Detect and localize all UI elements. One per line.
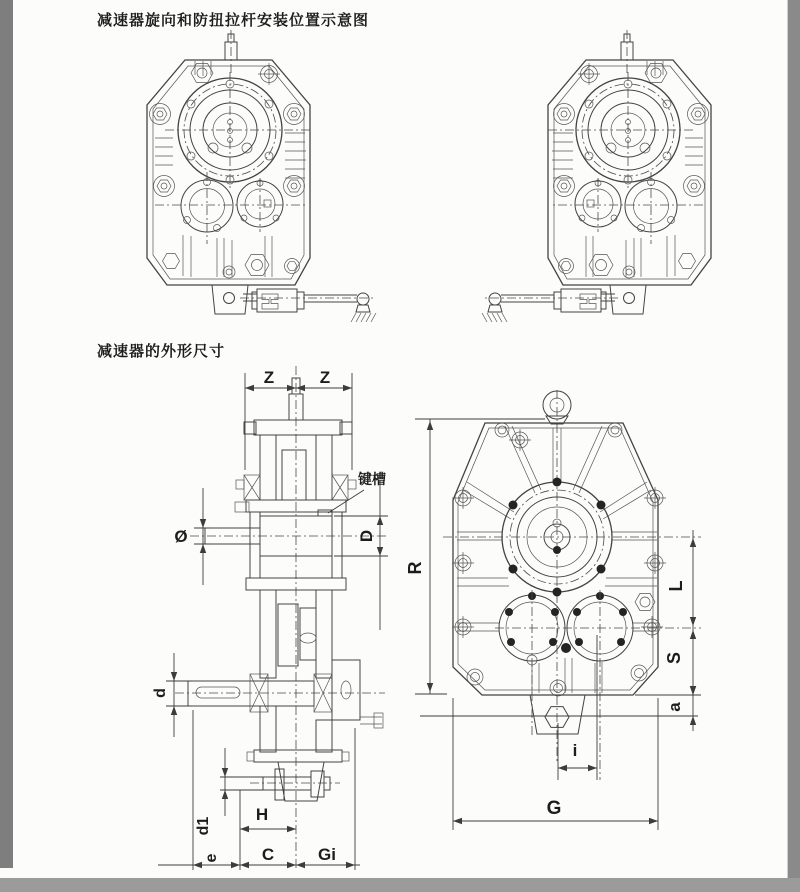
dimension-G bbox=[453, 698, 658, 830]
dim-label-C: C bbox=[261, 845, 275, 864]
dim-label-phi: Ø bbox=[174, 527, 188, 546]
figure-reducer-section-view bbox=[150, 360, 395, 875]
keyway-callout bbox=[328, 471, 386, 513]
dim-label-d1: d1 bbox=[195, 816, 212, 836]
figure-reducer-rotation-left bbox=[145, 30, 385, 325]
lower-shaft-circles bbox=[495, 590, 701, 780]
dim-label-e: e bbox=[203, 853, 220, 863]
dim-label-R: R bbox=[405, 561, 425, 575]
dim-label-L: L bbox=[666, 580, 686, 592]
scan-edge-bottom bbox=[0, 878, 800, 892]
dim-label-d: d bbox=[152, 688, 169, 698]
input-shaft bbox=[175, 674, 385, 712]
section-title-rotation-diagram: 减速器旋向和防扭拉杆安装位置示意图 bbox=[97, 12, 370, 29]
figure-reducer-outline-view bbox=[405, 390, 705, 850]
dim-label-G: G bbox=[546, 798, 562, 819]
housing-bolts bbox=[452, 423, 666, 696]
dim-label-z-right: Z bbox=[319, 368, 331, 387]
section-title-outline-dimensions: 减速器的外形尺寸 bbox=[97, 343, 226, 360]
dimension-d bbox=[152, 653, 192, 737]
dim-label-keyway: 键槽 bbox=[358, 471, 386, 487]
housing-outline bbox=[453, 423, 658, 695]
bearing-cover bbox=[332, 660, 383, 728]
dim-label-z-left: Z bbox=[263, 368, 275, 387]
top-cap bbox=[244, 420, 352, 435]
dim-label-a: a bbox=[665, 702, 684, 712]
scan-edge-right-highlight bbox=[787, 0, 788, 892]
dimension-phi bbox=[174, 488, 212, 585]
scan-edge-left bbox=[0, 0, 13, 868]
dim-label-S: S bbox=[664, 651, 684, 665]
figure-reducer-rotation-right bbox=[473, 30, 713, 325]
dim-label-Gi: Gi bbox=[318, 845, 336, 864]
dimension-z bbox=[245, 368, 352, 470]
dim-label-D: D bbox=[357, 529, 376, 543]
dim-label-H: H bbox=[255, 805, 269, 824]
bottom-bracket bbox=[420, 695, 698, 734]
scan-edge-right bbox=[788, 0, 800, 892]
dim-label-i: i bbox=[572, 741, 578, 760]
hollow-shaft-assembly bbox=[190, 500, 388, 590]
